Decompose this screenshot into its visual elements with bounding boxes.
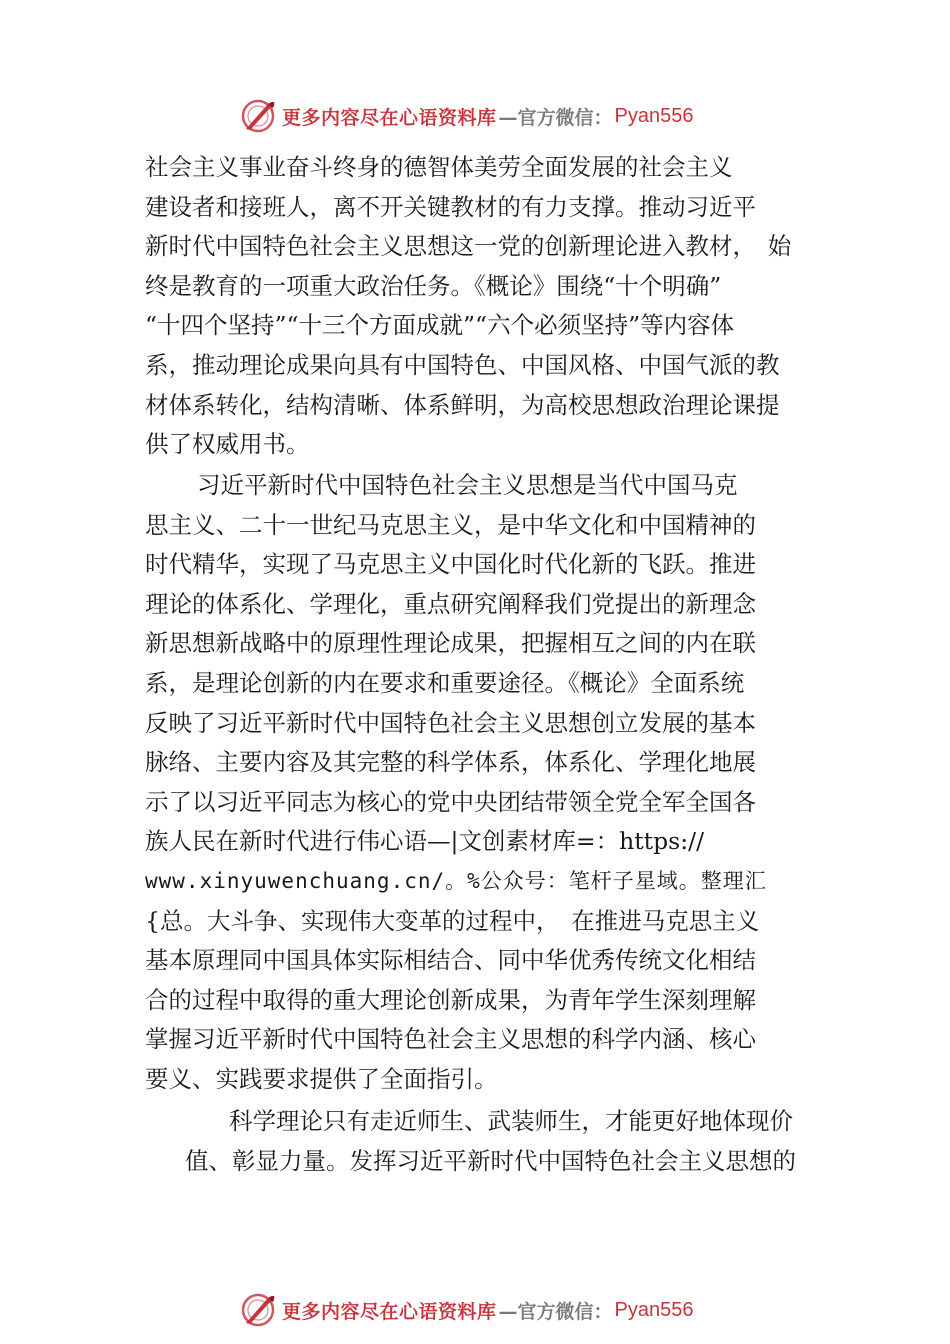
paragraph-2 [145, 466, 767, 1100]
watermark-gray-text: —官方微信： [498, 106, 613, 129]
text-line: 合的过程中取得的重大理论创新成果，为青年学生深刻理解 [145, 985, 756, 1014]
text-line: 理论的体系化、学理化，重点研究阐释我们党提出的新理念 [145, 589, 756, 618]
text-line: 材体系转化，结构清晰、体系鲜明，为高校思想政治理论课提 [145, 390, 780, 419]
text-line: 族人民在新时代进行伟心语—|文创素材库=：https:// [145, 827, 704, 856]
text-line: “十四个坚持”“十三个方面成就”“六个必须坚持”等内容体 [145, 311, 735, 340]
text-line: 供了权威用书。 [145, 430, 310, 459]
text-line: 终是教育的一项重大政治任务。《概论》围绕“十个明确” [145, 271, 722, 300]
watermark-banner-bottom [238, 1290, 694, 1330]
text-line: 思主义、二十一世纪马克思主义，是中华文化和中国精神的 [145, 510, 756, 539]
watermark-banner-top [238, 96, 694, 136]
text-line: 建设者和接班人，离不开关键教材的有力支撑。推动习近平 [145, 192, 756, 221]
text-line: 反映了习近平新时代中国特色社会主义思想创立发展的基本 [145, 708, 756, 737]
watermark-wechat-id: Pyan556 [614, 104, 694, 127]
text-line: 掌握习近平新时代中国特色社会主义思想的科学内涵、核心 [145, 1025, 756, 1054]
watermark-red-text: 更多内容尽在心语资料库 [282, 106, 497, 129]
text-line: 社会主义事业奋斗终身的德智体美劳全面发展的社会主义 [145, 153, 733, 181]
paragraph-3 [145, 1102, 796, 1181]
quill-seal-logo-icon [238, 1290, 278, 1330]
text-line: 习近平新时代中国特色社会主义思想是当代中国马克 [197, 471, 738, 499]
paragraph-1 [145, 148, 791, 465]
text-line: 值、彰显力量。发挥习近平新时代中国特色社会主义思想的 [185, 1146, 796, 1175]
text-line: 新思想新战略中的原理性理论成果，把握相互之间的内在联 [145, 629, 756, 658]
text-line: 系，是理论创新的内在要求和重要途径。《概论》全面系统 [145, 668, 745, 697]
text-line: 新时代中国特色社会主义思想这一党的创新理论进入教材， 始 [145, 232, 792, 261]
text-line: 基本原理同中国具体实际相结合、同中华优秀传统文化相结 [145, 946, 756, 975]
watermark-gray-text: —官方微信： [498, 1300, 613, 1323]
text-line: {总。大斗争、实现伟大变革的过程中， 在推进马克思主义 [145, 906, 760, 935]
watermark-wechat-id: Pyan556 [614, 1298, 694, 1321]
quill-seal-logo-icon [238, 96, 278, 136]
watermark-red-text: 更多内容尽在心语资料库 [282, 1300, 497, 1323]
text-line: 示了以习近平同志为核心的党中央团结带领全党全军全国各 [145, 787, 756, 816]
text-line: 系，推动理论成果向具有中国特色、中国风格、中国气派的教 [145, 350, 780, 379]
text-line: 时代精华，实现了马克思主义中国化时代化新的飞跃。推进 [145, 550, 756, 579]
text-line: 要义、实践要求提供了全面指引。 [145, 1064, 498, 1093]
text-line: 科学理论只有走近师生、武装师生，才能更好地体现价 [229, 1107, 793, 1135]
text-line: 脉络、主要内容及其完整的科学体系，体系化、学理化地展 [145, 748, 756, 777]
text-line: www.xinyuwenchuang.cn/。%公众号：笔杆子星域。整理汇 [145, 868, 767, 893]
